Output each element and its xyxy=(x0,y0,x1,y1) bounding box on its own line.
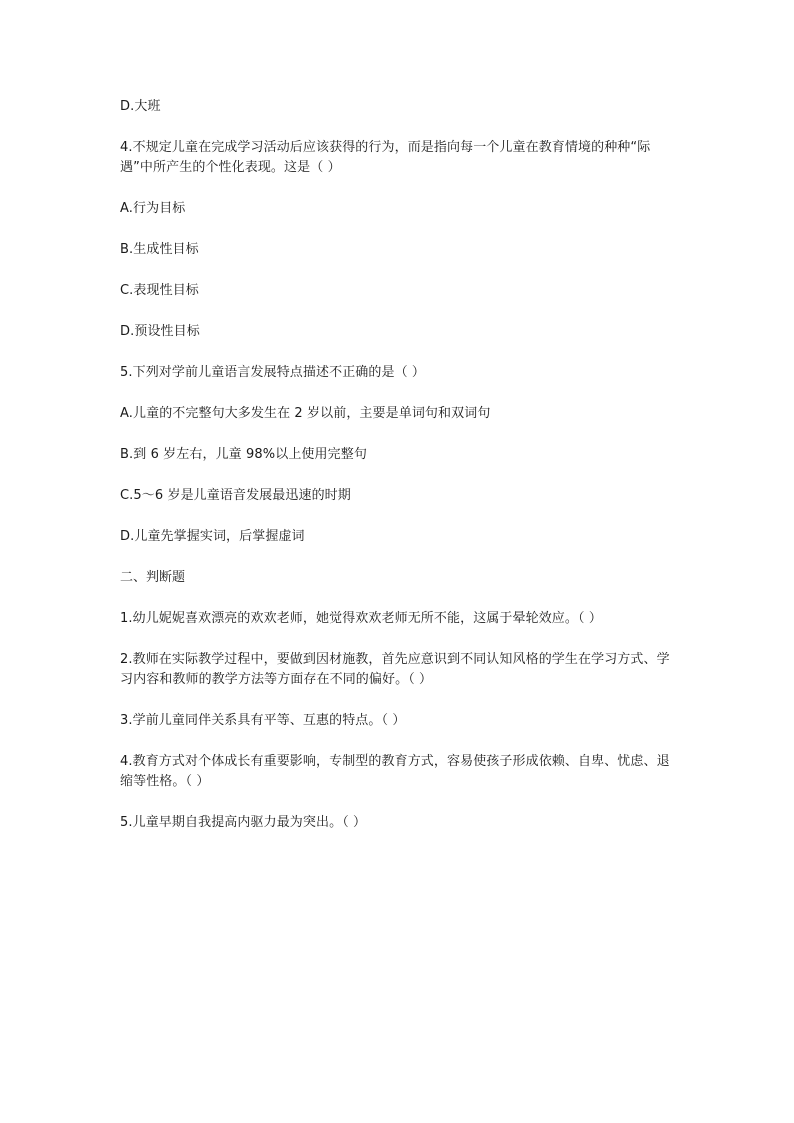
q5-option-b: B.到 6 岁左右，儿童 98%以上使用完整句 xyxy=(120,447,367,462)
document-content xyxy=(120,97,676,854)
judgment-1: 1.幼儿妮妮喜欢漂亮的欢欢老师，她觉得欢欢老师无所不能，这属于晕轮效应。（ ） xyxy=(120,611,602,626)
judgment-4: 4.教育方式对个体成长有重要影响，专制型的教育方式，容易使孩子形成依赖、自卑、忧虑、退缩等性格。（ ） xyxy=(120,754,670,789)
q4-option-a: A.行为目标 xyxy=(120,201,186,216)
q5-option-d: D.儿童先掌握实词，后掌握虚词 xyxy=(120,529,305,544)
q4-option-b: B.生成性目标 xyxy=(120,242,199,257)
q4-option-d: D.预设性目标 xyxy=(120,324,200,339)
q4-stem: 4.不规定儿童在完成学习活动后应该获得的行为，而是指向每一个儿童在教育情境的种种“际遇”中所产生的个性化表现。这是（ ） xyxy=(120,140,651,175)
q5-option-a: A.儿童的不完整句大多发生在 2 岁以前，主要是单词句和双词句 xyxy=(120,406,491,421)
judgment-5: 5.儿童早期自我提高内驱力最为突出。（ ） xyxy=(120,815,367,830)
q5-option-c: C.5～6 岁是儿童语音发展最迅速的时期 xyxy=(120,488,351,503)
judgment-3: 3.学前儿童同伴关系具有平等、互惠的特点。（ ） xyxy=(120,713,406,728)
q4-option-c: C.表现性目标 xyxy=(120,283,199,298)
judgment-2: 2.教师在实际教学过程中，要做到因材施教，首先应意识到不同认知风格的学生在学习方式、学习内容和教师的教学方法等方面存在不同的偏好。（ ） xyxy=(120,652,670,687)
q3-option-d: D.大班 xyxy=(120,99,161,114)
section-title-judgment: 二、判断题 xyxy=(120,570,186,585)
q5-stem: 5.下列对学前儿童语言发展特点描述不正确的是（ ） xyxy=(120,365,426,380)
